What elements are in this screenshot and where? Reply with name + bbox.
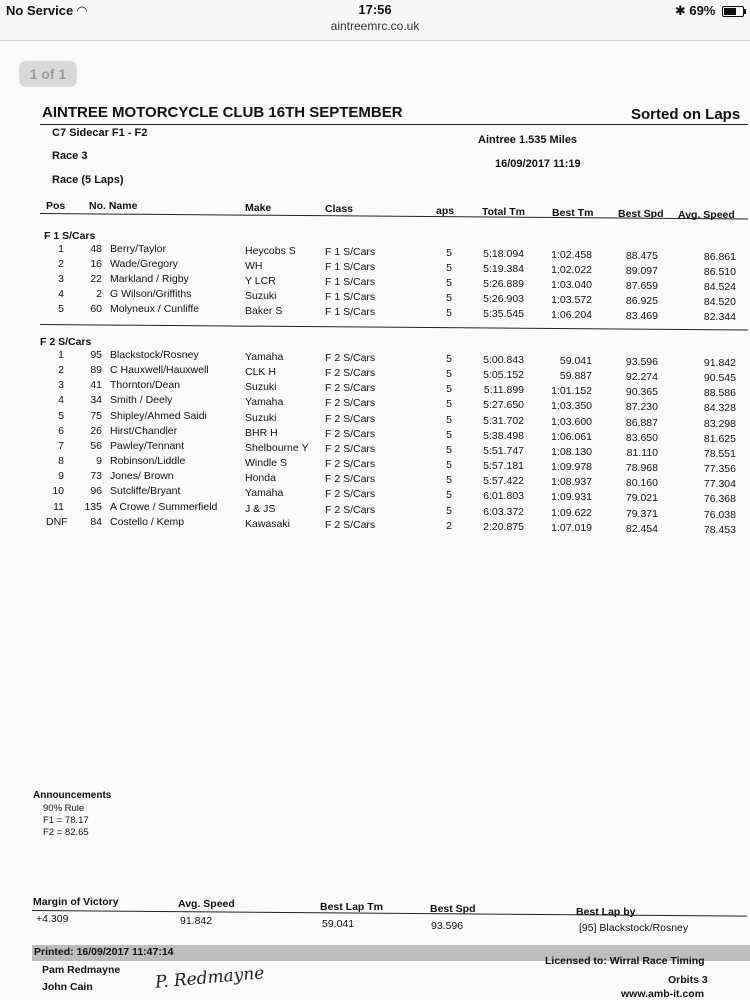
- signature: P. Redmayne: [154, 963, 266, 993]
- cell-pos: 4: [58, 394, 64, 407]
- cell-avg: 76.038: [703, 508, 736, 521]
- cell-make: Kawasaki: [245, 517, 290, 530]
- col-avg-speed: Avg. Speed: [678, 209, 735, 221]
- cell-pos: 8: [58, 455, 64, 468]
- col-best-tm: Best Tm: [552, 207, 594, 219]
- announcement-line: 90% Rule: [43, 803, 85, 814]
- clock: 17:56: [358, 2, 392, 17]
- cell-class: F 2 S/Cars: [325, 503, 376, 516]
- cell-best: 59.887: [559, 370, 592, 383]
- cell-pos: 5: [58, 303, 64, 315]
- cell-class: F 2 S/Cars: [325, 458, 376, 471]
- cell-no: 96: [90, 485, 102, 498]
- carrier-status: No Service ◠: [6, 3, 88, 18]
- cell-make: Yamaha: [245, 351, 284, 363]
- cell-total: 6:01.803: [483, 490, 524, 503]
- cell-spd: 87.659: [625, 280, 658, 292]
- software-version: Orbits 3: [668, 974, 708, 986]
- cell-avg: 77.356: [703, 463, 736, 476]
- cell-avg: 83.298: [703, 417, 736, 430]
- cell-spd: 79.021: [625, 492, 658, 505]
- cell-make: Baker S: [245, 305, 283, 317]
- cell-class: F 2 S/Cars: [325, 488, 376, 501]
- cell-avg: 84.520: [703, 296, 736, 308]
- cell-laps: 5: [446, 262, 452, 274]
- cell-avg: 81.625: [703, 432, 736, 445]
- cell-best: 1:08.937: [551, 476, 592, 489]
- cell-class: F 1 S/Cars: [325, 246, 376, 258]
- cell-avg: 78.453: [703, 523, 736, 536]
- cell-best: 1:09.622: [551, 506, 592, 519]
- battery-status: [675, 3, 744, 19]
- cell-no: 95: [90, 349, 102, 361]
- battery-percent: 69%: [689, 3, 716, 18]
- cell-class: F 1 S/Cars: [325, 261, 376, 273]
- best-lap-value: 59.041: [322, 918, 355, 930]
- cell-make: Suzuki: [245, 411, 277, 424]
- cell-no: 9: [96, 455, 102, 468]
- best-spd-value: 93.596: [431, 920, 464, 932]
- cell-name: Hirst/Chandler: [110, 424, 178, 437]
- cell-pos: 6: [58, 424, 64, 437]
- cell-laps: 5: [446, 489, 452, 502]
- cell-name: Shipley/Ahmed Saidi: [110, 409, 207, 422]
- cell-class: F 2 S/Cars: [325, 397, 376, 410]
- cell-pos: 9: [58, 470, 64, 483]
- cell-total: 5:19.384: [483, 263, 524, 275]
- cell-name: Wade/Gregory: [110, 258, 178, 270]
- cell-spd: 86.925: [625, 295, 658, 307]
- best-spd-label: Best Spd: [430, 903, 476, 915]
- cell-spd: 79.371: [625, 507, 658, 520]
- licensed-to: Licensed to: Wirral Race Timing: [545, 955, 705, 967]
- cell-laps: 5: [446, 383, 452, 396]
- cell-avg: 88.586: [703, 387, 736, 400]
- race-laps: Race (5 Laps): [52, 174, 124, 186]
- cell-total: 5:05.152: [483, 369, 524, 382]
- cell-name: G Wilson/Griffiths: [110, 288, 192, 300]
- url-label[interactable]: aintreemrc.co.uk: [330, 19, 420, 33]
- announcement-line: F2 = 82.65: [43, 827, 89, 838]
- cell-name: Pawley/Tennant: [110, 439, 185, 452]
- cell-make: Yamaha: [245, 396, 284, 409]
- cell-pos: 1: [58, 243, 64, 255]
- cell-pos: 10: [52, 485, 64, 498]
- cell-total: 5:27.650: [483, 399, 524, 412]
- cell-spd: 87.230: [625, 401, 658, 414]
- cell-make: Heycobs S: [245, 245, 296, 257]
- status-bar: [0, 0, 750, 41]
- cell-spd: 83.650: [625, 431, 658, 444]
- cell-avg: 82.344: [703, 311, 736, 323]
- cell-no: 41: [90, 379, 102, 392]
- cell-make: J & JS: [245, 502, 276, 515]
- cell-total: 5:18.094: [483, 248, 524, 260]
- cell-laps: 5: [446, 459, 452, 472]
- cell-name: Sutcliffe/Bryant: [110, 485, 181, 498]
- best-lap-label: Best Lap Tm: [320, 901, 384, 913]
- col-class: Class: [325, 203, 354, 215]
- cell-no: 84: [90, 515, 102, 528]
- cell-class: F 2 S/Cars: [325, 442, 376, 455]
- cell-avg: 84.328: [703, 402, 736, 415]
- cell-best: 1:09.931: [551, 491, 592, 504]
- col-laps: aps: [436, 205, 455, 217]
- cell-no: 135: [84, 500, 102, 513]
- vendor-website: www.amb-it.com: [621, 988, 705, 1000]
- cell-make: Windle S: [245, 457, 288, 470]
- cell-class: F 2 S/Cars: [325, 382, 376, 395]
- cell-total: 5:26.903: [483, 293, 524, 305]
- cell-class: F 2 S/Cars: [325, 518, 376, 531]
- cell-best: 1:03.350: [551, 400, 592, 413]
- cell-avg: 90.545: [703, 372, 736, 385]
- official-name: John Cain: [42, 981, 93, 993]
- cell-name: Molyneux / Cunliffe: [110, 303, 200, 315]
- cell-class: F 1 S/Cars: [325, 276, 376, 288]
- cell-make: Suzuki: [245, 381, 277, 394]
- cell-total: 5:57.181: [483, 460, 524, 473]
- printed-stamp: Printed: 16/09/2017 11:47:14: [34, 946, 174, 958]
- cell-pos: 4: [58, 288, 64, 300]
- sorted-label: Sorted on Laps: [631, 106, 741, 123]
- cell-make: Yamaha: [245, 487, 284, 500]
- col-no-name: No. Name: [89, 200, 138, 212]
- cell-laps: 5: [446, 504, 452, 517]
- cell-total: 5:51.747: [483, 444, 524, 457]
- margin-value: +4.309: [36, 913, 69, 925]
- cell-name: A Crowe / Summerfield: [110, 500, 218, 513]
- avg-speed-label: Avg. Speed: [178, 898, 235, 910]
- cell-pos: 2: [58, 258, 64, 270]
- bluetooth-icon: ✱: [674, 3, 686, 18]
- cell-pos: 11: [53, 500, 64, 513]
- cell-laps: 5: [446, 443, 452, 456]
- cell-best: 59.041: [559, 355, 592, 367]
- cell-total: 5:57.422: [483, 475, 524, 488]
- cell-best: 1:03.600: [551, 415, 592, 428]
- cell-name: Thornton/Dean: [110, 379, 181, 392]
- cell-spd: 83.469: [625, 310, 658, 322]
- cell-pos: 2: [58, 364, 64, 377]
- cell-class: F 1 S/Cars: [325, 291, 376, 303]
- cell-laps: 5: [446, 307, 452, 319]
- margin-label: Margin of Victory: [33, 896, 119, 908]
- cell-no: 75: [90, 409, 102, 422]
- cell-laps: 5: [446, 292, 452, 304]
- doc-title: AINTREE MOTORCYCLE CLUB 16TH SEPTEMBER: [42, 104, 403, 121]
- cell-no: 48: [90, 243, 102, 255]
- cell-make: Shelbourne Y: [245, 441, 309, 454]
- group-label-f2: F 2 S/Cars: [40, 336, 92, 348]
- cell-spd: 81.110: [626, 446, 658, 459]
- cell-make: Honda: [245, 472, 276, 485]
- col-best-spd: Best Spd: [618, 208, 664, 220]
- wifi-icon: ◠: [76, 3, 88, 18]
- cell-no: 60: [90, 303, 102, 315]
- cell-name: C Hauxwell/Hauxwell: [110, 364, 209, 377]
- cell-total: 5:31.702: [483, 414, 524, 427]
- cell-class: F 2 S/Cars: [325, 412, 376, 425]
- cell-make: Y LCR: [245, 275, 276, 287]
- cell-name: Robinson/Liddle: [110, 455, 186, 468]
- cell-class: F 2 S/Cars: [325, 367, 376, 380]
- cell-make: CLK H: [245, 366, 276, 379]
- cell-laps: 5: [446, 413, 452, 426]
- cell-pos: DNF: [46, 515, 68, 528]
- class-name: C7 Sidecar F1 - F2: [52, 127, 148, 139]
- cell-laps: 5: [446, 398, 452, 411]
- cell-pos: 3: [58, 273, 64, 285]
- cell-avg: 86.510: [703, 266, 736, 278]
- battery-fill: [724, 8, 736, 15]
- cell-no: 56: [90, 439, 102, 452]
- cell-make: WH: [245, 260, 263, 272]
- avg-speed-value: 91.842: [180, 915, 213, 927]
- cell-best: 1:07.019: [551, 521, 592, 534]
- cell-spd: 88.475: [625, 250, 658, 262]
- cell-avg: 84.524: [703, 281, 736, 293]
- cell-best: 1:03.572: [551, 294, 592, 306]
- col-total: Total Tm: [482, 206, 525, 218]
- cell-laps: 5: [446, 247, 452, 259]
- cell-class: F 2 S/Cars: [325, 473, 376, 486]
- cell-class: F 1 S/Cars: [325, 306, 376, 318]
- cell-best: 1:06.204: [551, 309, 592, 321]
- venue: Aintree 1.535 Miles: [478, 134, 578, 146]
- cell-laps: 5: [446, 277, 452, 289]
- cell-total: 2:20.875: [483, 520, 524, 533]
- best-lap-by-value: [95] Blackstock/Rosney: [579, 922, 689, 934]
- cell-class: F 2 S/Cars: [325, 427, 376, 440]
- page-indicator: 1 of 1: [19, 61, 77, 87]
- cell-laps: 5: [446, 428, 452, 441]
- cell-best: 1:09.978: [551, 461, 592, 474]
- cell-spd: 90.365: [625, 386, 658, 399]
- cell-make: BHR H: [245, 426, 278, 439]
- cell-name: Blackstock/Rosney: [110, 349, 199, 361]
- cell-spd: 78.968: [625, 462, 658, 475]
- cell-total: 5:38.498: [483, 429, 524, 442]
- cell-name: Jones/ Brown: [110, 470, 174, 483]
- cell-avg: 77.304: [703, 478, 736, 491]
- cell-laps: 5: [446, 353, 452, 365]
- cell-no: 2: [96, 288, 102, 300]
- cell-total: 5:00.843: [483, 354, 524, 366]
- race-datetime: 16/09/2017 11:19: [495, 158, 581, 170]
- cell-spd: 86.887: [625, 416, 658, 429]
- battery-icon: [722, 6, 744, 17]
- cell-pos: 1: [58, 349, 64, 361]
- cell-laps: 2: [446, 519, 452, 532]
- cell-name: Markland / Rigby: [110, 273, 189, 285]
- cell-best: 1:02.458: [551, 249, 592, 261]
- best-lap-by-label: Best Lap by: [576, 906, 636, 918]
- cell-name: Smith / Deely: [110, 394, 173, 407]
- cell-no: 22: [90, 273, 102, 285]
- cell-no: 16: [90, 258, 102, 270]
- address-area[interactable]: [0, 2, 750, 33]
- cell-name: Costello / Kemp: [110, 515, 185, 528]
- cell-spd: 80.160: [625, 477, 658, 490]
- announcements-heading: Announcements: [33, 790, 112, 801]
- cell-best: 1:02.022: [551, 264, 592, 276]
- cell-avg: 76.368: [703, 493, 736, 506]
- col-make: Make: [245, 202, 272, 214]
- cell-name: Berry/Taylor: [110, 243, 167, 255]
- cell-total: 5:11.899: [483, 384, 524, 397]
- cell-best: 1:08.130: [551, 445, 592, 458]
- cell-laps: 5: [446, 368, 452, 381]
- cell-no: 89: [90, 364, 102, 377]
- cell-pos: 7: [58, 439, 64, 452]
- cell-no: 73: [90, 470, 102, 483]
- cell-total: 5:26.889: [483, 278, 524, 290]
- cell-total: 5:35.545: [483, 308, 524, 320]
- cell-pos: 5: [58, 409, 64, 422]
- cell-avg: 91.842: [703, 357, 736, 369]
- cell-avg: 86.861: [703, 251, 736, 263]
- cell-best: 1:06.061: [551, 430, 592, 443]
- col-pos: Pos: [46, 200, 66, 212]
- cell-spd: 93.596: [625, 356, 658, 368]
- cell-no: 26: [90, 424, 102, 437]
- cell-spd: 89.097: [625, 265, 658, 277]
- cell-make: Suzuki: [245, 290, 277, 302]
- cell-spd: 82.454: [625, 522, 658, 535]
- cell-spd: 92.274: [625, 371, 658, 384]
- cell-laps: 5: [446, 474, 452, 487]
- group-label-f1: F 1 S/Cars: [44, 230, 96, 242]
- official-name: Pam Redmayne: [42, 964, 121, 976]
- cell-avg: 78.551: [703, 447, 736, 460]
- announcement-line: F1 = 78.17: [43, 815, 89, 826]
- title-rule: [40, 124, 748, 125]
- race-number: Race 3: [52, 150, 88, 162]
- cell-best: 1:01.152: [551, 385, 592, 398]
- cell-pos: 3: [58, 379, 64, 392]
- cell-best: 1:03.040: [551, 279, 592, 291]
- cell-no: 34: [90, 394, 102, 407]
- cell-total: 6:03.372: [483, 505, 524, 518]
- cell-class: F 2 S/Cars: [325, 352, 376, 364]
